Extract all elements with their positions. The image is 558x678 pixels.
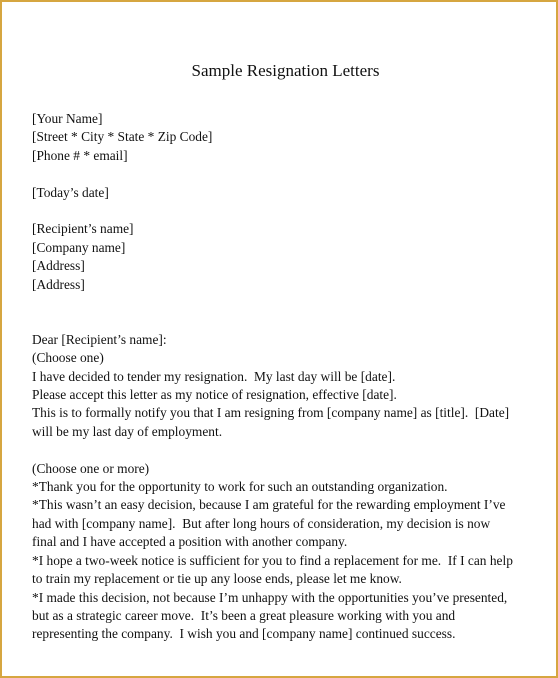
body-line: representing the company. I wish you and [company name] continued success. (32, 626, 456, 642)
spacer (32, 294, 537, 331)
recipient-block (32, 220, 537, 294)
spacer (32, 441, 537, 459)
body-line: to train my replacement or tie up any loose ends, please let me know. (32, 571, 402, 587)
sender-line: [Phone # * email] (32, 147, 128, 163)
body-line: *This wasn’t an easy decision, because I am grateful for the rewarding employment I’ve (32, 497, 506, 513)
body-line: I have decided to tender my resignation. My last day will be [date]. (32, 368, 396, 384)
sender-block (32, 110, 537, 165)
body-line: (Choose one) (32, 350, 104, 366)
sender-line: [Street * City * State * Zip Code] (32, 129, 213, 145)
resignation-letter (32, 60, 537, 644)
recipient-line: [Address] (32, 276, 85, 292)
section-choose-one (32, 349, 537, 441)
spacer (32, 165, 537, 183)
body-line: final and I have accepted a position with another company. (32, 534, 348, 550)
spacer (32, 202, 537, 220)
recipient-line: [Company name] (32, 239, 126, 255)
date-line: [Today’s date] (32, 184, 109, 200)
body-line: will be my last day of employment. (32, 423, 223, 439)
body-line: *Thank you for the opportunity to work for such an outstanding organization. (32, 479, 448, 495)
date-block (32, 184, 537, 202)
section-choose-more (32, 460, 537, 644)
body-line: This is to formally notify you that I am resigning from [company name] as [title]. [Date] (32, 405, 510, 421)
page-title: Sample Resignation Letters (191, 61, 380, 80)
recipient-line: [Recipient’s name] (32, 221, 134, 237)
body-line: Please accept this letter as my notice of resignation, effective [date]. (32, 387, 397, 403)
body-line: but as a strategic career move. It’s been a great pleasure working with you and (32, 607, 456, 623)
sender-line: [Your Name] (32, 111, 103, 126)
recipient-line: [Address] (32, 258, 85, 274)
body-line: *I hope a two-week notice is sufficient for you to find a replacement for me. If I can help (32, 552, 513, 568)
body-line: had with [company name]. But after long hours of consideration, my decision is now (32, 515, 491, 531)
salutation-line: Dear [Recipient’s name]: (32, 331, 167, 347)
salutation-block (32, 331, 537, 349)
body-line: *I made this decision, not because I’m unhappy with the opportunities you’ve presented, (32, 589, 508, 605)
body-line: (Choose one or more) (32, 460, 150, 476)
